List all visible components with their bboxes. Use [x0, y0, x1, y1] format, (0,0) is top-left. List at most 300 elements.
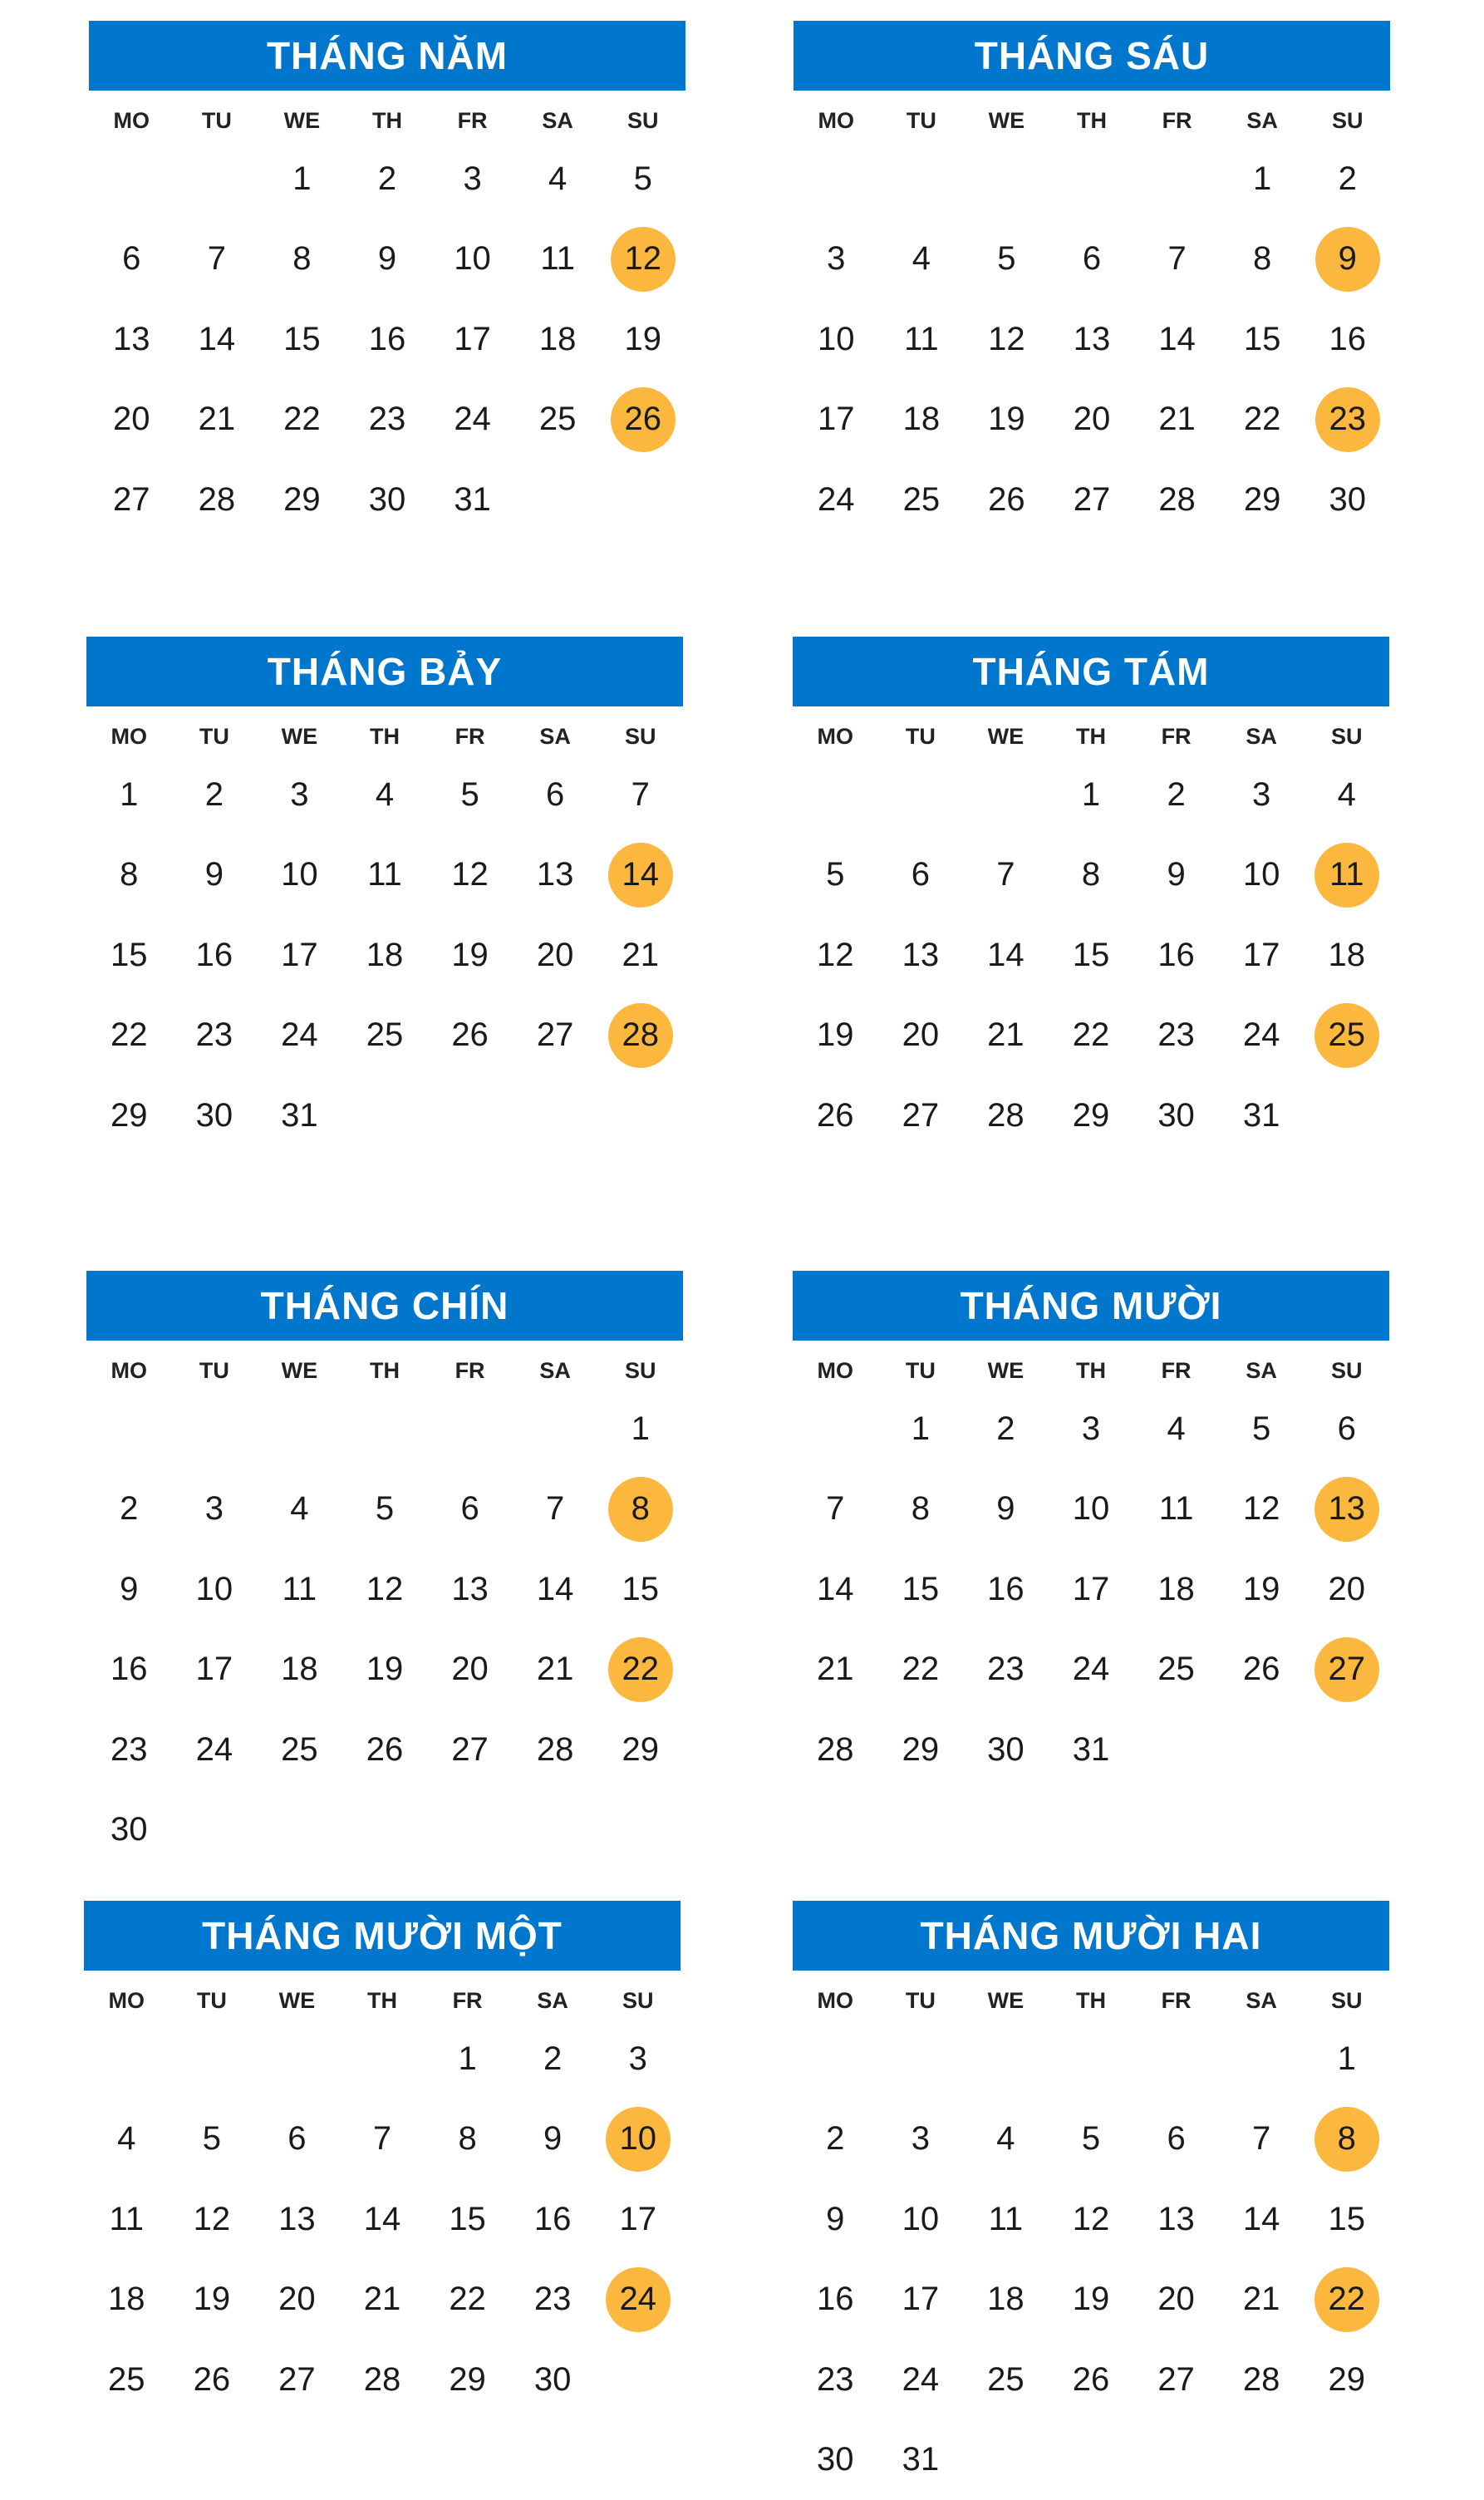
day-cell: 24 [440, 387, 505, 452]
day-cell: 2 [182, 762, 247, 827]
day-cell: 21 [523, 1637, 587, 1702]
day-cell: 28 [1229, 2347, 1294, 2412]
day-cell: 26 [803, 1083, 867, 1148]
day-cell: 31 [888, 2428, 953, 2493]
day-cell: 29 [608, 1717, 673, 1782]
day-cell: 4 [889, 227, 954, 292]
day-cell: 5 [1059, 2107, 1123, 2172]
highlighted-day: 24 [606, 2267, 671, 2332]
weekday-label: TH [345, 108, 430, 134]
day-cell: 12 [438, 843, 503, 908]
weekday-label: TH [1049, 108, 1135, 134]
week-row [86, 996, 683, 1076]
highlighted-day: 22 [608, 1637, 673, 1702]
day-cell: 27 [99, 467, 164, 532]
day-cell: 24 [267, 1003, 332, 1068]
day-cell: 26 [1059, 2347, 1123, 2412]
day-cell: 5 [352, 1477, 417, 1542]
day-cell: 3 [1059, 1396, 1123, 1461]
month-calendar [793, 1901, 1389, 2500]
day-cell: 14 [1145, 307, 1210, 372]
weekday-label: TH [340, 1988, 425, 2014]
day-cell: 10 [267, 843, 332, 908]
month-title: THÁNG NĂM [89, 21, 685, 91]
day-cell: 4 [352, 762, 417, 827]
month-title: THÁNG MƯỜI [793, 1271, 1389, 1341]
month-calendar [793, 637, 1389, 1156]
day-cell: 20 [1059, 387, 1124, 452]
day-cell: 21 [803, 1637, 867, 1702]
weekday-header-row [86, 1352, 683, 1389]
week-row [793, 2340, 1389, 2420]
day-cell: 23 [1144, 1003, 1209, 1068]
highlighted-day: 8 [608, 1477, 673, 1542]
weekday-label: TU [879, 108, 965, 134]
day-cell: 13 [1059, 307, 1124, 372]
week-row [793, 2179, 1389, 2260]
day-cell: 14 [184, 307, 249, 372]
day-cell: 25 [889, 467, 954, 532]
weekday-label: TU [170, 1988, 255, 2014]
weekday-label: SU [1304, 1358, 1389, 1384]
day-cell: 21 [1145, 387, 1210, 452]
weekday-label: TH [1049, 724, 1134, 750]
week-row [793, 2420, 1389, 2500]
day-cell: 9 [973, 1477, 1038, 1542]
day-cell: 6 [1059, 227, 1124, 292]
day-cell: 15 [435, 2187, 500, 2251]
day-cell: 2 [973, 1396, 1038, 1461]
day-cell: 26 [352, 1717, 417, 1782]
day-cell: 31 [267, 1083, 332, 1148]
weekday-label: TU [878, 724, 964, 750]
week-row [89, 380, 685, 460]
day-cell: 4 [973, 2107, 1038, 2172]
day-cell: 12 [1229, 1477, 1294, 1542]
day-cell: 12 [803, 923, 867, 987]
week-row [86, 755, 683, 835]
week-row [89, 139, 685, 219]
day-cell: 19 [1059, 2267, 1123, 2332]
day-cell: 20 [523, 923, 587, 987]
week-row [86, 1389, 683, 1469]
day-cell: 1 [608, 1396, 673, 1461]
weekday-header-row [89, 102, 685, 139]
weekday-label: MO [86, 724, 172, 750]
week-row [84, 2179, 681, 2260]
day-cell: 19 [974, 387, 1039, 452]
day-cell: 19 [438, 923, 503, 987]
day-cell: 13 [1144, 2187, 1209, 2251]
weekday-label: SA [1220, 108, 1305, 134]
week-row [86, 1469, 683, 1550]
weekday-label: FR [1134, 108, 1220, 134]
day-cell: 16 [182, 923, 247, 987]
week-row [793, 1075, 1389, 1156]
day-cell: 15 [96, 923, 161, 987]
day-cell: 10 [182, 1557, 247, 1622]
day-cell: 15 [608, 1557, 673, 1622]
day-cell: 1 [435, 2026, 500, 2091]
day-cell: 4 [94, 2107, 159, 2172]
week-row [84, 2260, 681, 2340]
day-cell: 8 [1230, 227, 1295, 292]
day-cell: 16 [520, 2187, 585, 2251]
day-cell: 21 [184, 387, 249, 452]
day-cell: 24 [803, 467, 868, 532]
day-cell: 14 [973, 923, 1038, 987]
week-row [793, 2019, 1389, 2099]
weekday-label: WE [964, 108, 1049, 134]
day-cell: 9 [355, 227, 420, 292]
week-row [794, 219, 1390, 300]
day-cell: 2 [1144, 762, 1209, 827]
weekday-label: FR [427, 1358, 513, 1384]
week-row [89, 299, 685, 380]
day-cell: 18 [1314, 923, 1379, 987]
day-cell: 1 [888, 1396, 953, 1461]
day-cell: 26 [974, 467, 1039, 532]
weekday-label: MO [86, 1358, 172, 1384]
day-cell: 26 [179, 2347, 244, 2412]
day-cell: 19 [803, 1003, 867, 1068]
day-cell: 2 [1315, 146, 1380, 211]
week-row [793, 2099, 1389, 2180]
weekday-label: TU [172, 724, 258, 750]
day-cell: 10 [1059, 1477, 1123, 1542]
day-cell: 14 [803, 1557, 867, 1622]
day-cell: 21 [608, 923, 673, 987]
day-cell: 29 [1314, 2347, 1379, 2412]
day-cell: 21 [973, 1003, 1038, 1068]
day-cell: 16 [1315, 307, 1380, 372]
day-cell: 30 [803, 2428, 867, 2493]
day-cell: 3 [606, 2026, 671, 2091]
month-title: THÁNG MƯỜI MỘT [84, 1901, 681, 1971]
weekday-label: MO [793, 1988, 878, 2014]
day-cell: 30 [96, 1798, 161, 1863]
weekday-label: WE [254, 1988, 340, 2014]
day-cell: 23 [96, 1717, 161, 1782]
day-cell: 13 [438, 1557, 503, 1622]
day-cell: 7 [1229, 2107, 1294, 2172]
week-row [84, 2340, 681, 2420]
day-cell: 5 [803, 843, 867, 908]
day-cell: 13 [264, 2187, 329, 2251]
day-cell: 4 [1144, 1396, 1209, 1461]
day-cell: 6 [99, 227, 164, 292]
day-cell: 11 [973, 2187, 1038, 2251]
highlighted-day: 27 [1314, 1637, 1379, 1702]
day-cell: 30 [355, 467, 420, 532]
day-cell: 7 [1145, 227, 1210, 292]
day-cell: 17 [1229, 923, 1294, 987]
highlighted-day: 10 [606, 2107, 671, 2172]
day-cell: 19 [352, 1637, 417, 1702]
highlighted-day: 26 [611, 387, 676, 452]
week-row [84, 2019, 681, 2099]
day-cell: 16 [803, 2267, 867, 2332]
day-cell: 22 [96, 1003, 161, 1068]
day-cell: 8 [888, 1477, 953, 1542]
day-cell: 22 [1059, 1003, 1123, 1068]
highlighted-day: 11 [1314, 843, 1379, 908]
weekday-label: MO [89, 108, 174, 134]
day-cell: 3 [267, 762, 332, 827]
weekday-label: SA [515, 108, 601, 134]
day-cell: 6 [1144, 2107, 1209, 2172]
day-cell: 26 [1229, 1637, 1294, 1702]
week-row [793, 1630, 1389, 1710]
day-cell: 22 [1230, 387, 1295, 452]
highlighted-day: 25 [1314, 1003, 1379, 1068]
day-cell: 9 [520, 2107, 585, 2172]
day-cell: 28 [184, 467, 249, 532]
day-cell: 22 [888, 1637, 953, 1702]
day-cell: 24 [182, 1717, 247, 1782]
weekday-header-row [84, 1982, 681, 2019]
weekday-label: TU [172, 1358, 258, 1384]
month-title: THÁNG SÁU [794, 21, 1390, 91]
week-row [793, 1389, 1389, 1469]
day-cell: 31 [1059, 1717, 1123, 1782]
day-cell: 14 [350, 2187, 415, 2251]
weekday-label: SA [1219, 1358, 1305, 1384]
day-cell: 31 [1229, 1083, 1294, 1148]
week-row [794, 299, 1390, 380]
day-cell: 15 [1059, 923, 1123, 987]
day-cell: 4 [525, 146, 590, 211]
day-cell: 14 [523, 1557, 587, 1622]
weekday-label: TU [174, 108, 260, 134]
day-cell: 4 [267, 1477, 332, 1542]
day-cell: 18 [352, 923, 417, 987]
day-cell: 12 [179, 2187, 244, 2251]
week-row [89, 219, 685, 300]
weekday-label: MO [794, 108, 879, 134]
day-cell: 27 [438, 1717, 503, 1782]
week-row [793, 1549, 1389, 1630]
day-cell: 16 [96, 1637, 161, 1702]
day-cell: 13 [523, 843, 587, 908]
day-cell: 17 [182, 1637, 247, 1702]
highlighted-day: 14 [608, 843, 673, 908]
day-cell: 17 [1059, 1557, 1123, 1622]
day-cell: 8 [96, 843, 161, 908]
day-cell: 5 [179, 2107, 244, 2172]
day-cell: 18 [94, 2267, 159, 2332]
day-cell: 3 [888, 2107, 953, 2172]
day-cell: 28 [350, 2347, 415, 2412]
day-cell: 5 [974, 227, 1039, 292]
day-cell: 5 [438, 762, 503, 827]
day-cell: 7 [608, 762, 673, 827]
week-row [86, 1630, 683, 1710]
day-cell: 5 [611, 146, 676, 211]
day-cell: 1 [269, 146, 334, 211]
day-cell: 16 [355, 307, 420, 372]
day-cell: 19 [611, 307, 676, 372]
day-cell: 20 [438, 1637, 503, 1702]
day-cell: 11 [889, 307, 954, 372]
week-row [86, 1075, 683, 1156]
weekday-label: FR [427, 724, 513, 750]
day-cell: 24 [1059, 1637, 1123, 1702]
day-cell: 16 [973, 1557, 1038, 1622]
day-cell: 17 [267, 923, 332, 987]
day-cell: 8 [435, 2107, 500, 2172]
day-cell: 10 [440, 227, 505, 292]
day-cell: 29 [888, 1717, 953, 1782]
month-calendar [86, 1271, 683, 1870]
day-cell: 22 [435, 2267, 500, 2332]
day-cell: 31 [440, 467, 505, 532]
day-cell: 2 [355, 146, 420, 211]
week-row [793, 996, 1389, 1076]
month-title: THÁNG TÁM [793, 637, 1389, 706]
day-cell: 27 [888, 1083, 953, 1148]
weekday-header-row [794, 102, 1390, 139]
day-cell: 27 [523, 1003, 587, 1068]
weekday-label: SU [600, 108, 685, 134]
weekday-label: TU [878, 1358, 964, 1384]
day-cell: 12 [974, 307, 1039, 372]
day-cell: 29 [96, 1083, 161, 1148]
week-row [793, 1710, 1389, 1790]
day-cell: 10 [803, 307, 868, 372]
weekday-label: TH [1049, 1988, 1134, 2014]
weekday-label: SU [597, 1358, 683, 1384]
day-cell: 18 [267, 1637, 332, 1702]
month-calendar [794, 21, 1390, 540]
day-cell: 29 [1230, 467, 1295, 532]
weekday-label: FR [425, 1988, 510, 2014]
day-cell: 9 [1144, 843, 1209, 908]
day-cell: 25 [352, 1003, 417, 1068]
day-cell: 4 [1314, 762, 1379, 827]
weekday-header-row [793, 1982, 1389, 2019]
day-cell: 6 [523, 762, 587, 827]
highlighted-day: 12 [611, 227, 676, 292]
weekday-label: SA [513, 724, 598, 750]
weekday-label: SU [597, 724, 683, 750]
week-row [86, 1549, 683, 1630]
day-cell: 30 [182, 1083, 247, 1148]
weekday-label: TH [342, 1358, 428, 1384]
day-cell: 27 [1144, 2347, 1209, 2412]
week-row [794, 380, 1390, 460]
day-cell: 29 [269, 467, 334, 532]
day-cell: 29 [1059, 1083, 1123, 1148]
day-cell: 15 [888, 1557, 953, 1622]
week-row [86, 1710, 683, 1790]
week-row [793, 755, 1389, 835]
day-cell: 7 [973, 843, 1038, 908]
day-cell: 18 [889, 387, 954, 452]
day-cell: 20 [264, 2267, 329, 2332]
week-row [89, 460, 685, 540]
month-title: THÁNG CHÍN [86, 1271, 683, 1341]
day-cell: 28 [803, 1717, 867, 1782]
weekday-label: SA [513, 1358, 598, 1384]
day-cell: 12 [1059, 2187, 1123, 2251]
day-cell: 18 [525, 307, 590, 372]
week-row [793, 2260, 1389, 2340]
week-row [86, 835, 683, 916]
day-cell: 17 [803, 387, 868, 452]
day-cell: 25 [525, 387, 590, 452]
weekday-label: SA [1219, 1988, 1305, 2014]
highlighted-day: 22 [1314, 2267, 1379, 2332]
month-calendar [86, 637, 683, 1156]
day-cell: 8 [269, 227, 334, 292]
day-cell: 16 [1144, 923, 1209, 987]
week-row [86, 1790, 683, 1871]
day-cell: 24 [1229, 1003, 1294, 1068]
day-cell: 27 [264, 2347, 329, 2412]
month-calendar [89, 21, 685, 540]
day-cell: 3 [1229, 762, 1294, 827]
day-cell: 6 [888, 843, 953, 908]
day-cell: 7 [350, 2107, 415, 2172]
week-row [86, 915, 683, 996]
weekday-label: FR [1133, 724, 1219, 750]
weekday-header-row [793, 1352, 1389, 1389]
day-cell: 10 [888, 2187, 953, 2251]
day-cell: 9 [803, 2187, 867, 2251]
day-cell: 30 [1144, 1083, 1209, 1148]
day-cell: 17 [888, 2267, 953, 2332]
month-title: THÁNG BẢY [86, 637, 683, 706]
weekday-label: WE [257, 724, 342, 750]
day-cell: 8 [1059, 843, 1123, 908]
day-cell: 11 [525, 227, 590, 292]
day-cell: 1 [96, 762, 161, 827]
week-row [84, 2099, 681, 2180]
day-cell: 30 [520, 2347, 585, 2412]
day-cell: 23 [973, 1637, 1038, 1702]
highlighted-day: 28 [608, 1003, 673, 1068]
day-cell: 7 [803, 1477, 867, 1542]
week-row [793, 915, 1389, 996]
highlighted-day: 9 [1315, 227, 1380, 292]
weekday-label: SA [1219, 724, 1305, 750]
weekday-label: SU [1304, 1988, 1389, 2014]
day-cell: 18 [1144, 1557, 1209, 1622]
day-cell: 6 [438, 1477, 503, 1542]
day-cell: 30 [973, 1717, 1038, 1782]
day-cell: 11 [352, 843, 417, 908]
weekday-label: SA [510, 1988, 596, 2014]
day-cell: 27 [1059, 467, 1124, 532]
weekday-label: SU [595, 1988, 681, 2014]
week-row [793, 835, 1389, 916]
day-cell: 25 [94, 2347, 159, 2412]
day-cell: 25 [1144, 1637, 1209, 1702]
weekday-label: FR [1133, 1988, 1219, 2014]
day-cell: 6 [1314, 1396, 1379, 1461]
day-cell: 25 [267, 1717, 332, 1782]
weekday-label: WE [963, 724, 1049, 750]
weekday-label: WE [259, 108, 345, 134]
day-cell: 13 [888, 923, 953, 987]
day-cell: 22 [269, 387, 334, 452]
day-cell: 2 [96, 1477, 161, 1542]
day-cell: 25 [973, 2347, 1038, 2412]
day-cell: 6 [264, 2107, 329, 2172]
day-cell: 10 [1229, 843, 1294, 908]
day-cell: 19 [1229, 1557, 1294, 1622]
